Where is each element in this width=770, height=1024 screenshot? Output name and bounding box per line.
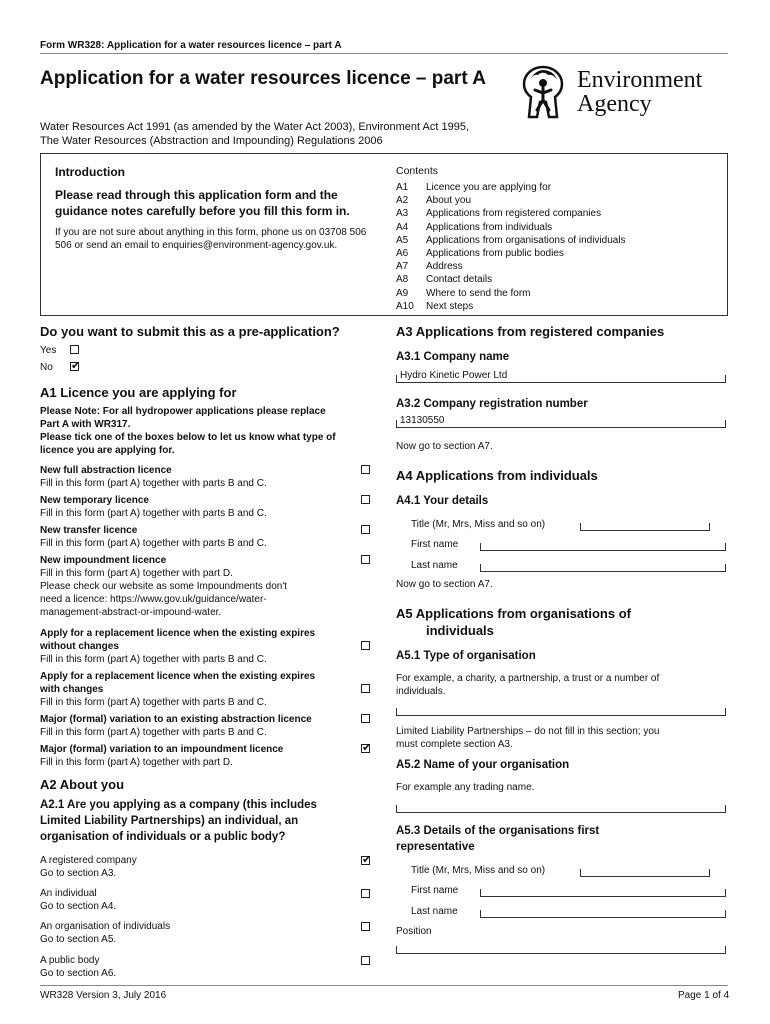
- a1-option-subtext: management-abstract-or-impound-water.: [40, 607, 222, 618]
- new-full-abstraction-checkbox[interactable]: [361, 465, 370, 474]
- a2-option-label: A public body: [40, 955, 100, 966]
- contents-item: [396, 194, 626, 207]
- position-label: Position: [396, 926, 432, 937]
- public-body-checkbox[interactable]: [361, 956, 370, 965]
- contents-item: [396, 287, 626, 300]
- pre-application-question: Do you want to submit this as a pre-application?: [40, 324, 340, 339]
- new-temporary-checkbox[interactable]: [361, 495, 370, 504]
- a2-option-goto: Go to section A6.: [40, 968, 117, 979]
- rep-last-name-label: Last name: [411, 906, 458, 917]
- introduction-heading: Introduction: [55, 165, 125, 179]
- pre-application-no-label: No: [40, 362, 53, 373]
- section-a2-heading: A2 About you: [40, 777, 125, 792]
- rep-first-name-field[interactable]: [480, 889, 726, 897]
- a2-option-label: An organisation of individuals: [40, 921, 171, 932]
- a1-option-subtext: Fill in this form (part A) together with part D.: [40, 568, 233, 579]
- contents-item-number: A4: [396, 221, 409, 233]
- contents-item: [396, 247, 626, 260]
- contents-list: [396, 181, 626, 313]
- page-number: Page 1 of 4: [678, 990, 730, 1001]
- variation-abstraction-checkbox[interactable]: [361, 714, 370, 723]
- a1-option-subtext: Fill in this form (part A) together with parts B and C.: [40, 538, 267, 549]
- organisation-checkbox[interactable]: [361, 922, 370, 931]
- pre-application-yes-checkbox[interactable]: [70, 345, 79, 354]
- contents-item-number: A10: [396, 300, 414, 312]
- a1-option-title: Apply for a replacement licence when the existing expires: [40, 671, 316, 682]
- legislation-text: [40, 120, 469, 148]
- a1-option-title: Apply for a replacement licence when the existing expires: [40, 628, 316, 639]
- contents-item-number: A7: [396, 261, 409, 273]
- contents-item-label: Licence you are applying for: [426, 182, 552, 193]
- rep-last-name-field[interactable]: [480, 910, 726, 918]
- legislation-line-2: The Water Resources (Abstraction and Impounding) Regulations 2006: [40, 135, 383, 147]
- contents-item-number: A8: [396, 274, 409, 286]
- rep-title-label: Title (Mr, Mrs, Miss and so on): [411, 865, 546, 876]
- introduction-instructions: Please read through this application form and the guidance notes carefully before you fill this form in.: [55, 188, 350, 218]
- contents-item-label: Next steps: [426, 300, 474, 312]
- llp-note: Limited Liability Partnerships – do not fill in this section; you: [396, 726, 660, 737]
- a2-option-goto: Go to section A4.: [40, 901, 117, 912]
- title-label: Title (Mr, Mrs, Miss and so on): [411, 519, 546, 530]
- organisation-name-field[interactable]: [396, 805, 726, 813]
- a1-option-title: New impoundment licence: [40, 555, 167, 566]
- page-title: Application for a water resources licence – part A: [40, 68, 486, 89]
- contents-item-number: A5: [396, 234, 409, 246]
- footer-divider: [40, 985, 728, 986]
- your-details-label: A4.1 Your details: [396, 495, 489, 507]
- pre-application-yes-label: Yes: [40, 345, 57, 356]
- a2-option-goto: Go to section A5.: [40, 934, 117, 945]
- contents-item: [396, 234, 626, 247]
- representative-label-line-1: A5.3 Details of the organisations first: [396, 825, 600, 837]
- contents-item-label: Applications from individuals: [426, 221, 553, 233]
- form-reference: Form WR328: Application for a water resources licence – part A: [40, 40, 342, 51]
- contents-heading: Contents: [396, 165, 439, 177]
- contents-item-number: A6: [396, 248, 409, 260]
- a2-question-line-3: organisation of individuals or a public body?: [40, 831, 286, 843]
- a1-note-line-2: Part A with WR317.: [40, 419, 131, 430]
- environment-agency-emblem-icon: [515, 64, 571, 120]
- a1-option-title: Major (formal) variation to an impoundment licence: [40, 744, 284, 755]
- variation-impoundment-checkbox[interactable]: [361, 744, 370, 753]
- organisation-name-label: A5.2 Name of your organisation: [396, 759, 570, 771]
- company-registration-value: 13130550: [400, 415, 445, 426]
- llp-note: must complete section A3.: [396, 739, 513, 750]
- a3-goto-text: Now go to section A7.: [396, 441, 493, 452]
- contents-item-label: About you: [426, 195, 472, 207]
- a2-option-label: A registered company: [40, 855, 137, 866]
- rep-first-name-label: First name: [411, 885, 459, 896]
- section-a1-heading: A1 Licence you are applying for: [40, 385, 237, 400]
- company-registration-label: A3.2 Company registration number: [396, 398, 588, 410]
- contents-item: [396, 181, 626, 194]
- a2-option-label: An individual: [40, 888, 97, 899]
- individual-checkbox[interactable]: [361, 889, 370, 898]
- form-version: WR328 Version 3, July 2016: [40, 990, 167, 1001]
- a1-option-title: New temporary licence: [40, 495, 149, 506]
- new-impoundment-checkbox[interactable]: [361, 555, 370, 564]
- a1-option-subtext: Fill in this form (part A) together with parts B and C.: [40, 508, 267, 519]
- contents-item: [396, 300, 626, 313]
- contents-item-label: Address: [426, 261, 463, 273]
- replacement-with-changes-checkbox[interactable]: [361, 684, 370, 693]
- a1-option-title: New transfer licence: [40, 525, 138, 536]
- section-a4-heading: A4 Applications from individuals: [396, 468, 598, 483]
- replacement-without-changes-checkbox[interactable]: [361, 641, 370, 650]
- title-field[interactable]: [580, 523, 710, 531]
- pre-application-no-checkbox[interactable]: [70, 362, 79, 371]
- a2-question-line-1: A2.1 Are you applying as a company (this includes: [40, 799, 317, 811]
- registered-company-checkbox[interactable]: [361, 856, 370, 865]
- a1-option-subtext: Fill in this form (part A) together with parts B and C.: [40, 478, 267, 489]
- contents-item-label: Applications from organisations of individuals: [426, 234, 626, 246]
- rep-title-field[interactable]: [580, 869, 710, 877]
- a4-goto-text: Now go to section A7.: [396, 579, 493, 590]
- a2-option-goto: Go to section A3.: [40, 868, 117, 879]
- logo-text-environment: Environment: [577, 67, 703, 93]
- a1-option-subtext: Fill in this form (part A) together with parts B and C.: [40, 727, 267, 738]
- environment-agency-logo: [515, 64, 730, 120]
- first-name-field[interactable]: [480, 543, 726, 551]
- a1-option-title: Major (formal) variation to an existing abstraction licence: [40, 714, 312, 725]
- section-a5-heading-line-2: individuals: [426, 623, 494, 638]
- representative-label-line-2: representative: [396, 841, 475, 853]
- organisation-type-hint: For example, a charity, a partnership, a trust or a number of: [396, 673, 660, 684]
- a2-question-line-2: Limited Liability Partnerships) an individual, an: [40, 815, 299, 827]
- organisation-type-hint: individuals.: [396, 686, 446, 697]
- a1-note-line-1: Please Note: For all hydropower applications please replace: [40, 406, 326, 417]
- organisation-name-hint: For example any trading name.: [396, 782, 535, 793]
- contents-item: [396, 207, 626, 220]
- a1-note-line-4: licence you are applying for.: [40, 445, 175, 456]
- contents-item-number: A2: [396, 195, 409, 207]
- section-a3-heading: A3 Applications from registered companies: [396, 324, 665, 339]
- a1-option-title: with changes: [40, 684, 104, 695]
- a1-note-line-3: Please tick one of the boxes below to let us know what type of: [40, 432, 336, 443]
- organisation-type-field[interactable]: [396, 708, 726, 716]
- a1-option-title: without changes: [40, 641, 119, 652]
- contents-item: [396, 260, 626, 273]
- new-transfer-checkbox[interactable]: [361, 525, 370, 534]
- a1-option-subtext: Fill in this form (part A) together with parts B and C.: [40, 654, 267, 665]
- logo-text-agency: Agency: [577, 91, 652, 117]
- company-registration-field[interactable]: [396, 420, 726, 428]
- organisation-type-label: A5.1 Type of organisation: [396, 650, 536, 662]
- contents-item-number: A9: [396, 287, 409, 299]
- contents-item-label: Where to send the form: [426, 287, 531, 299]
- position-field[interactable]: [396, 946, 726, 954]
- a1-option-subtext: Fill in this form (part A) together with part D.: [40, 757, 233, 768]
- contents-item-number: A1: [396, 182, 409, 193]
- contents-item-label: Applications from registered companies: [426, 208, 602, 220]
- first-name-label: First name: [411, 539, 459, 550]
- introduction-contact: If you are not sure about anything in this form, phone us on 03708 506 506 or send an email to enquiries@environment-agency.gov.uk.: [55, 227, 367, 251]
- section-a5-heading-line-1: A5 Applications from organisations of: [396, 606, 631, 621]
- contents-item-number: A3: [396, 208, 409, 220]
- a1-option-subtext: need a licence: https://www.gov.uk/guidance/water-: [40, 594, 267, 605]
- header-divider: [40, 53, 728, 54]
- company-name-value: Hydro Kinetic Power Ltd: [400, 370, 508, 381]
- contents-item-label: Contact details: [426, 274, 493, 286]
- a1-option-title: New full abstraction licence: [40, 465, 172, 476]
- last-name-label: Last name: [411, 560, 458, 571]
- legislation-line-1: Water Resources Act 1991 (as amended by the Water Act 2003), Environment Act 1995,: [40, 121, 470, 133]
- a1-option-subtext: Please check our website as some Impoundments don't: [40, 581, 288, 592]
- contents-item: [396, 221, 626, 234]
- contents-item: [396, 273, 626, 286]
- last-name-field[interactable]: [480, 564, 726, 572]
- company-name-label: A3.1 Company name: [396, 351, 510, 363]
- a1-option-subtext: Fill in this form (part A) together with parts B and C.: [40, 697, 267, 708]
- contents-item-label: Applications from public bodies: [426, 248, 564, 260]
